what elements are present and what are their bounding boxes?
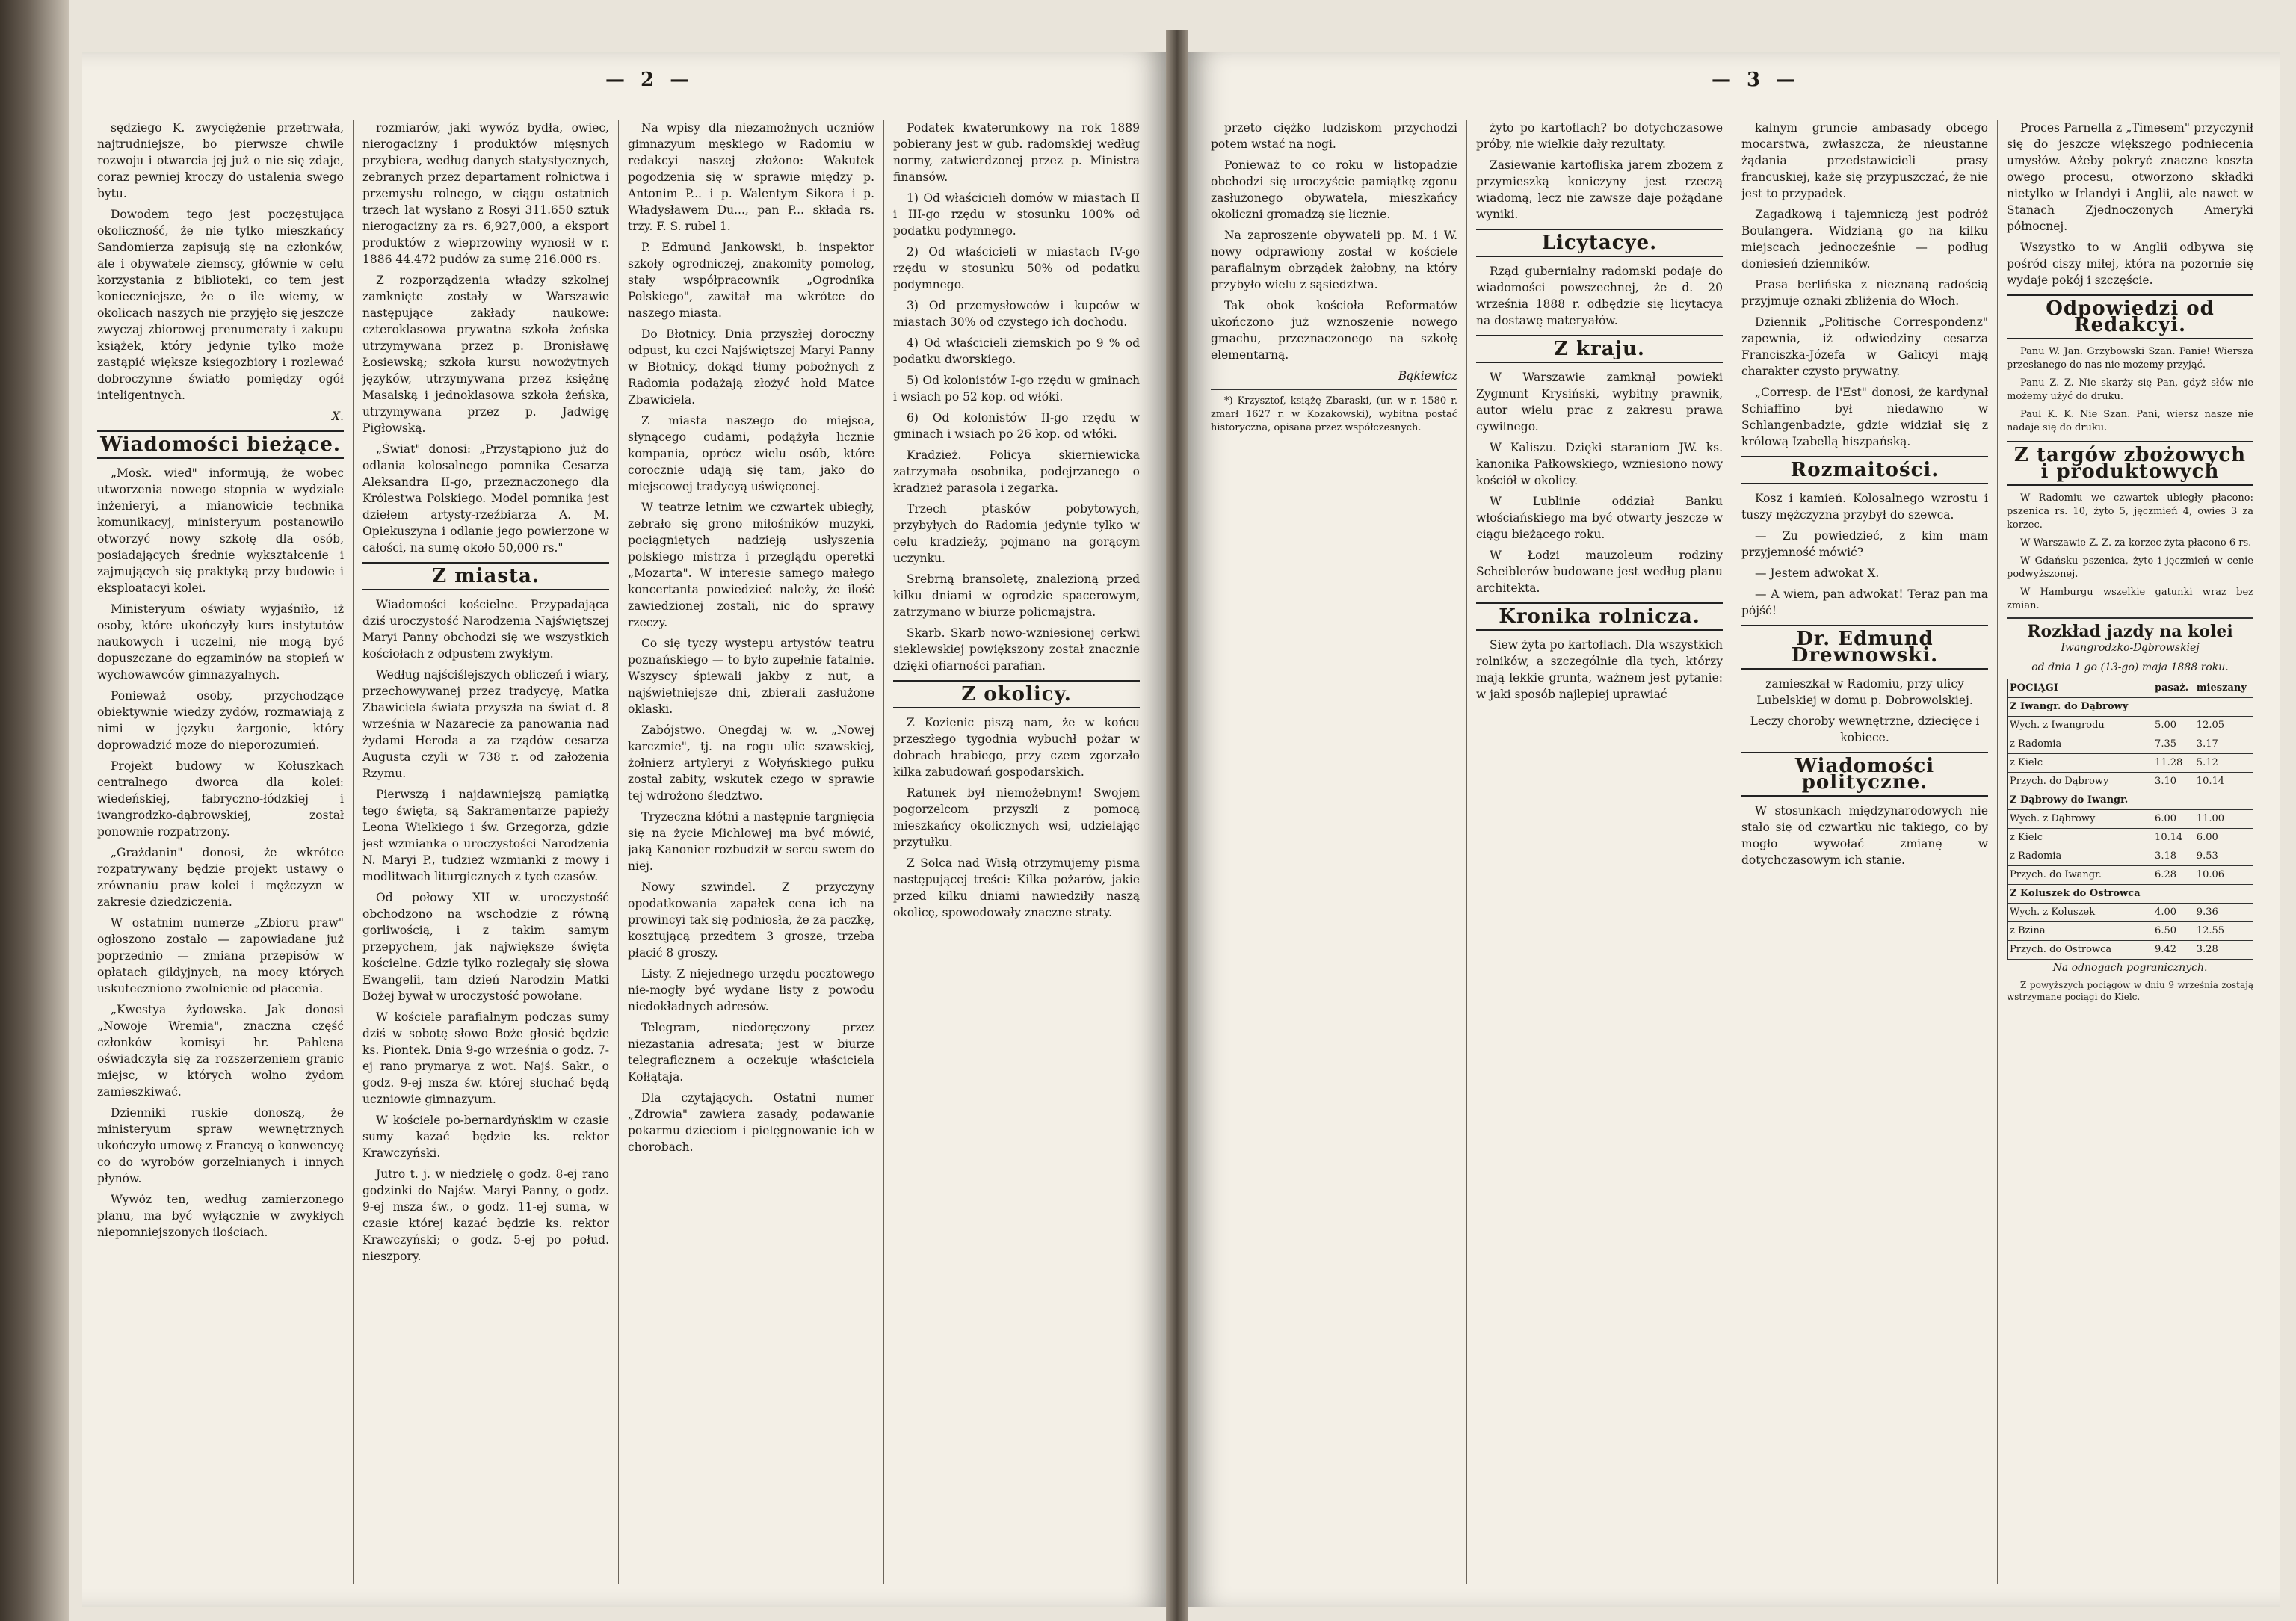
paragraph: Od połowy XII w. uroczystość obchodzono na wschodzie z równą gorliwością, i z takim samym przepychem, jak największe święta kościelne. Gdzie tylko rozlegały się słowa Ewangelii, tam dzień Narodzin Matki Bożej bywał w uroczystość powołane. [362,891,609,1003]
paragraph: Jutro t. j. w niedzielę o godz. 8-ej rano godzinki do Najśw. Maryi Panny, o godz. 9-ej msza św., o godz. 11-ej suma, w czasie której kazać będzie ks. rektor Krawczyński; o godz. 5-ej po połud. nieszpory. [362,1167,609,1263]
column [1476,120,1723,1584]
paragraph: Dzienniki ruskie donoszą, że ministeryum spraw wewnętrznych ukończyło umowę z Francyą o konwencyę co do wyrobów gorzelnianych i innych płynów. [97,1106,344,1185]
timetable-cell: 12.05 [2194,717,2253,735]
timetable-row [2008,791,2253,810]
timetable-cell: Wych. z Koluszek [2008,904,2152,922]
timetable-row [2008,866,2253,885]
timetable-cell: 5.12 [2194,754,2253,773]
column-divider [353,120,354,1584]
paragraph: Ministeryum oświaty wyjaśniło, iż osoby, które ukończyły kurs instytutów naukowych i uczelni, nie mogą być dopuszczane do egzaminów na stopień w wychowawców gimnazyalnych. [97,602,344,682]
column [362,120,609,1584]
paragraph: Trzech ptasków pobytowych, przybyłych do Radomia jedynie tylko w celu kradzieży, pojmano na gorącym uczynku. [893,502,1140,565]
paragraph: Według najściślejszych obliczeń i wiary, przechowywanej przez tradycyę, Matka Zbawiciela świata przyszła na świat d. 8 września w Nazarecie za panowania nad żydami Heroda a za rządów cesarza Augusta czyli w 738 r. od założenia Rzymu. [362,668,609,780]
section-heading: Odpowiedzi od Redakcyi. [2007,294,2253,339]
advertisement-heading: Dr. Edmund Drewnowski. [1741,625,1988,670]
paragraph: sędziego K. zwyciężenie przetrwała, najtrudniejsze, bo pierwsze chwile rozwoju i otwarcia jej już o nie się zdaje, coraz pewniej kroczy do ustalenia swego bytu. [97,121,344,200]
paragraph: żyto po kartoflach? bo dotychczasowe próby, nie wielkie dały rezultaty. [1476,121,1723,151]
paragraph: — Jestem adwokat X. [1755,566,1880,580]
timetable-row [2008,717,2253,735]
section-heading: Z miasta. [362,562,609,590]
timetable-cell: 6.28 [2152,866,2194,885]
timetable-cell: z Kielc [2008,754,2152,773]
paragraph: Proces Parnella z „Timesem" przyczynił się do jeszcze większego podniecenia umysłów. Ażeby pokryć znaczne koszta owego procesu, otworzono składki nietylko w Irlandyi i Anglii, ale nawet w Stanach Zjednoczonych Ameryki północnej. [2007,121,2253,233]
right-page [1188,52,2280,1607]
timetable-cell: 6.00 [2152,810,2194,829]
timetable-cell: 10.14 [2194,773,2253,791]
timetable-cell: 4.00 [2152,904,2194,922]
timetable-title: Rozkład jazdy na kolei [2027,622,2233,641]
timetable-cell [2152,698,2194,717]
paragraph: — Zu powiedzieć, z kim mam przyjemność mówić? [1741,529,1988,559]
page-number: — 3 — [1712,69,1800,91]
timetable-cell: 5.00 [2152,717,2194,735]
timetable-cell: 11.28 [2152,754,2194,773]
timetable-cell: 7.35 [2152,735,2194,754]
paragraph: Tryzeczna kłótni a następnie targnięcia się na życie Michlowej ma być mówić, jaką Kanonier rozbudził w sercu swem do niej. [628,810,874,873]
paragraph: Co się tyczy wystepu artystów teatru poznańskiego — to było zupełnie fatalnie. Wszyscy śpiewali jakby z nut, a najświetniejsze dni, zbierali zasłużone oklaski. [628,637,874,716]
section-heading: Wiadomości polityczne. [1741,752,1988,797]
page-number: — 2 — [605,69,694,91]
paragraph: Nowy szwindel. Z przyczyny opodatkowania zapałek cena ich na prowincyi tak się podniosła, że za paczkę, kosztującą przedtem 3 grosze, trzeba płacić 8 groszy. [628,880,874,960]
paragraph: Panu W. Jan. Grzybowski Szan. Panie! Wiersza przesłanego do nas nie możemy przyjąć. [2007,346,2253,371]
section-heading: Kronika rolnicza. [1476,602,1723,631]
paragraph: W Gdańsku pszenica, żyto i jęczmień w cenie podwyższonej. [2007,555,2253,580]
timetable-header-cell: POCIĄGI [2008,679,2152,698]
timetable-cell: 6.50 [2152,922,2194,941]
timetable-cell: Przych. do Dąbrowy [2008,773,2152,791]
column [893,120,1140,1584]
timetable-header-cell: mieszany [2194,679,2253,698]
paragraph: Listy. Z niejednego urzędu pocztowego nie-mogły być wydane listy z powodu niedokładnych adresów. [628,967,874,1013]
section-heading: Z targów zbożowych i produktowych [2007,441,2253,486]
paragraph: W Warszawie Z. Z. za korzec żyta płacono 6 rs. [2020,537,2252,549]
timetable-row [2008,829,2253,847]
paragraph: 2) Od właścicieli w miastach IV-go rzędu w stosunku 50% od podatku podymnego. [893,245,1140,291]
paragraph: 5) Od kolonistów I-go rzędu w gminach i wsiach po 52 kop. od włóki. [893,374,1140,404]
paragraph: P. Edmund Jankowski, b. inspektor szkoły ogrodniczej, znakomity pomolog, stały współpracownik „Ogrodnika Polskiego", zawitał ma wkrótce do naszego miasta. [628,241,874,320]
column-divider [618,120,619,1584]
paragraph: Z Kozienic piszą nam, że w końcu przeszłego tygodnia wybuchł pożar w dobrach hrabiego, przy czem zgorzało kilka zabudowań gospodarskich. [893,716,1140,779]
timetable-cell: Przych. do Ostrowca [2008,941,2152,960]
paragraph: Telegram, niedoręczony przez niezastania adresata; jest w biurze telegraficznem a oczekuje właściciela Kołłątaja. [628,1021,874,1084]
column [1211,120,1457,1584]
paragraph: Kosz i kamień. Kolosalnego wzrostu i tuszy mężczyzna przybył do szewca. [1741,492,1988,522]
footnote: *) Krzysztof, książę Zbaraski, (ur. w r. 1580 r. zmarł 1627 r. w Kozakowski), wybitna postać historyczna, opisana przez współczesnych. [1211,395,1457,433]
timetable-cell: 3.18 [2152,847,2194,866]
timetable-cell: 9.36 [2194,904,2253,922]
column-divider [1997,120,1998,1584]
timetable-row [2008,735,2253,754]
paragraph: Paul K. K. Nie Szan. Pani, wiersz nasze nie nadaje się do druku. [2007,409,2253,433]
paragraph: Do Błotnicy. Dnia przyszłej doroczny odpust, ku czci Najświętszej Maryi Panny w Błotnicy, dokąd tłumy pobożnych z Radomia podążają złożyć hołd Matce Zbawiciela. [628,327,874,407]
paragraph: Kradzież. Policya skierniewicka zatrzymała osobnika, podejrzanego o kradzież parasola i zegarka. [893,448,1140,495]
paragraph: Wszystko to w Anglii odbywa się pośród ciszy miłej, która na pozornie się wydaje pokój i szczęście. [2007,241,2253,287]
paragraph: rozmiarów, jaki wywóz bydła, owiec, nierogacizny i produktów mięsnych przybiera, według danych statystycznych, zebranych przez departament rolnictwa i przemysłu rolnego, w ciągu ostatnich trzech lat wysłano z Rosyi 311.650 sztuk nierogacizny za rs. 6,927,000, a eksport produktów z wieprzowiny wynosił w r. 1886 44.472 pudów za sumę 216.000 rs. [362,121,609,266]
paragraph: Projekt budowy w Kołuszkach centralnego dworca dla kolei: wiedeńskiej, fabryczno-łódzkiej i iwangrodzko-dąbrowskiej, został ponownie rozpatrzony. [97,759,344,839]
timetable-cell: Z Dąbrowy do Iwangr. [2008,791,2152,810]
paragraph: Zagadkową i tajemniczą jest podróż Boulangera. Widzianą go na kilku miejscach jednocześnie — podług doniesień dzienników. [1741,208,1988,271]
paragraph: 6) Od kolonistów II-go rzędu w gminach i wsiach po 26 kop. od włóki. [893,411,1140,441]
paragraph: Zabójstwo. Onegdaj w. w. „Nowej karczmie", tj. na rogu ulic szawskiej, żołnierz artyleryi z Wołyńskiego pułku został zabity, wskutek czego w sprawie tej wdrożono śledztwo. [628,723,874,803]
timetable-cell: Z Koluszek do Ostrowca [2008,885,2152,904]
paragraph: Pierwszą i najdawniejszą pamiątką tego święta, są Sakramentarze papieży Leona Wielkiego i św. Grzegorza, gdzie jest wzmianka o uroczystości Narodzenia N. Maryi P., tudzież wzmianki z mowy i modlitwach liturgicznych z tych czasów. [362,788,609,883]
timetable-cell: 3.10 [2152,773,2194,791]
paragraph: W Hamburgu wszelkie gatunki wraz bez zmian. [2007,587,2253,611]
timetable-header-cell: pasaż. [2152,679,2194,698]
column-divider [883,120,884,1584]
left-page [82,52,1166,1607]
paragraph: Zasiewanie kartofliska jarem zbożem z przymieszką koniczyny jest rzeczą wiadomą, lecz nie zawsze daje pożądane wyniki. [1476,158,1723,221]
timetable-cell: 11.00 [2194,810,2253,829]
paragraph: Wiadomości kościelne. Przypadająca dziś uroczystość Narodzenia Najświętszej Maryi Panny obchodzi się we wszystkich kościołach z odpustem zwykłym. [362,598,609,661]
paragraph: 1) Od właścicieli domów w miastach II i III-go rzędu w stosunku 100% od podatku podymnego. [893,191,1140,238]
timetable-cell [2194,698,2253,717]
signature: X. [332,410,344,423]
paragraph: 4) Od właścicieli ziemskich po 9 % od podatku dworskiego. [893,336,1140,366]
paragraph: Na zaproszenie obywateli pp. M. i W. nowy odprawiony został w kościele parafialnym obrządek żałobny, na który przybyło wielu z sąsiedztwa. [1211,229,1457,291]
timetable-cell: Wych. z Iwangrodu [2008,717,2152,735]
paragraph: Z miasta naszego do miejsca, słynącego cudami, podążyła licznie kompania, oprócz wielu osób, które corocznie udają się tam, jako do miejscowej tradycyą uświęconej. [628,414,874,493]
paragraph: Siew żyta po kartoflach. Dla wszystkich rolników, a szczególnie dla tych, którzy mają lekkie grunta, ważnem jest pytanie: w jaki sposób najlepiej uprawiać [1476,638,1723,701]
paragraph: 3) Od przemysłowców i kupców w miastach 30% od czystego ich dochodu. [893,299,1140,329]
paragraph: Srebrną bransoletę, znalezioną przed kilku dniami w ogrodzie spacerowym, zatrzymano w biurze policmajstra. [893,572,1140,619]
paragraph: „Corresp. de l'Est" donosi, że kardynał Schiaffino był niedawno w Schlangenbadzie, gdzie widział się z królową Izabellą hiszpańską. [1741,386,1988,448]
paragraph: Na wpisy dla niezamożnych uczniów gimnazyum męskiego w Radomiu w redakcyi naszej złożono: Wakutek pogodzenia się w sprawie między p. Antonim P... i p. Walentym Sikora i p. Władysławem Du..., pan P... składa rs. trzy. F. S. rubel 1. [628,121,874,233]
timetable [2007,679,2253,960]
paragraph: Podatek kwaterunkowy na rok 1889 pobierany jest w gub. radomskiej według normy, zatwierdzonej przez p. Ministra finansów. [893,121,1140,184]
section-heading: Licytacye. [1476,229,1723,257]
book-binding [0,0,69,1621]
timetable-cell: 12.55 [2194,922,2253,941]
divider [2007,617,2253,619]
paragraph: W kościele parafialnym podczas sumy dziś w sobotę słowo Boże głosić będzie ks. Piontek. Dnia 9-go września o godz. 7-ej rano prymarya z wot. Najś. Sakr., o godz. 9-ej msza św. której słuchać będą uczniowie gimnazyum. [362,1010,609,1106]
paragraph: — A wiem, pan adwokat! Teraz pan ma pójść! [1741,587,1988,617]
paragraph: Ponieważ osoby, przychodzące obiektywnie wiedzy żydów, rozmawiają z nimi w języku żargonie, który doprowadzić może do nieporozumień. [97,689,344,752]
timetable-row [2008,810,2253,829]
timetable-cell [2194,885,2253,904]
timetable-date: od dnia 1 go (13-go) maja 1888 roku. [2031,661,2229,673]
paragraph: Prasa berlińska z nieznaną radością przyjmuje oznaki zbliżenia do Włoch. [1741,278,1988,308]
timetable-cell: z Kielc [2008,829,2152,847]
timetable-cell [2152,791,2194,810]
paragraph: „Kwestya żydowska. Jak donosi „Nowoje Wremia", znaczna część członków komisyi hr. Pahlena oświadczyła się za rozszerzeniem granic miejsc, w których wolno żydom zamieszkiwać. [97,1003,344,1099]
paragraph: Leczy choroby wewnętrzne, dziecięce i kobiece. [1750,714,1980,744]
timetable-row [2008,922,2253,941]
paragraph: Dowodem tego jest poczęstująca okoliczność, że nie tylko mieszkańcy Sandomierza zapisują się na członków, ale i obywatele ziemscy, głównie w celu korzystania z biblioteki, co tem jest konieczniejsze, że o ile wiemy, w okolicach naszych nie przyjęło się jeszcze zwyczaj zbiorowej prenumeraty i zakupu książek, który jedynie tylko może zastąpić większe księgozbiory i rozlewać dobroczynne światło pomiędzy ogół inteligentnych. [97,208,344,402]
column-divider [1466,120,1467,1584]
paragraph: W teatrze letnim we czwartek ubiegły, zebrało się grono miłośników muzyki, pociągniętych nadzieją usłyszenia polskiego mistrza i przeglądu operetki „Mozarta". W interesie samego małego koncertanta powiedzieć należy, że ilość zawiedzionej zostali, nic do sprawy rzeczy. [628,501,874,629]
column [2007,120,2253,1584]
column [1741,120,1988,1584]
timetable-cell [2152,885,2194,904]
paragraph: Dziennik „Politische Correspondenz" zapewnia, iż odwiedziny cesarza Franciszka-Józefa w Galicyi mają charakter czysto prywatny. [1741,315,1988,378]
timetable-cell: Wych. z Dąbrowy [2008,810,2152,829]
column [628,120,874,1584]
timetable-subtitle: Iwangrodzko-Dąbrowskiej [2061,642,2200,654]
timetable-row [2008,698,2253,717]
paragraph: Skarb. Skarb nowo-wzniesionej cerkwi sieklewskiej powiększony został znacznie dzięki ofiarności parafian. [893,626,1140,673]
column [97,120,344,1584]
paragraph: W stosunkach międzynarodowych nie stało się od czwartku nic takiego, co by mogło wywołać zmianę w dotychczasowym ich stanie. [1741,804,1988,867]
paragraph: Ratunek był niemożebnym! Swojem pogorzelcom przyszli z pomocą mieszkańcy okolicznych wsi, udzielając przytułku. [893,786,1140,849]
paragraph: Rząd gubernialny radomski podaje do wiadomości powszechnej, że d. 20 września 1888 r. odbędzie się licytacya na dostawę materyałów. [1476,265,1723,327]
timetable-cell [2194,791,2253,810]
paragraph: W Łodzi mauzoleum rodziny Scheiblerów budowane jest według planu architekta. [1476,549,1723,595]
paragraph: „Świat" donosi: „Przystąpiono już do odlania kolosalnego pomnika Cesarza Aleksandra II-go, przeznaczonego dla Królestwa Polskiego. Model pomnika jest dziełem artysty-rzeźbiarza A. M. Opiekuszyna i odlanie jego powierzone w całości, na sumę około 50,000 rs." [362,442,609,555]
timetable-cell: 10.06 [2194,866,2253,885]
paragraph: W Kaliszu. Dzięki staraniom JW. ks. kanonika Pałkowskiego, wzniesiono nowy kościół w okolicy. [1476,441,1723,487]
timetable-footnote: Z powyższych pociągów w dniu 9 września zostają wstrzymane pociągi do Kielc. [2007,980,2253,1002]
paragraph: Ponieważ to co roku w listopadzie obchodzi się uroczyście pamiątkę zgonu zasłużonego obywatela, mieszkańcy okoliczni gromadzą się licznie. [1211,158,1457,221]
timetable-row [2008,773,2253,791]
paragraph: Wywóz ten, według zamierzonego planu, ma być wyłącznie w zwykłych niepomniejszonych ilościach. [97,1193,344,1239]
section-heading: Z kraju. [1476,335,1723,363]
timetable-row [2008,754,2253,773]
paragraph: Panu Z. Z. Nie skarży się Pan, gdyż słów nie możemy użyć do druku. [2007,377,2253,402]
timetable-note: Na odnogach pogranicznych. [2052,962,2208,974]
timetable-cell: 10.14 [2152,829,2194,847]
timetable-cell: 3.17 [2194,735,2253,754]
paragraph: „Grażdanin" donosi, że wkrótce rozpatrywany będzie projekt ustawy o zrównaniu praw kolei i mężczyzn w zakresie dziedziczenia. [97,846,344,909]
paragraph: „Mosk. wied" informują, że wobec utworzenia nowego stopnia w wydziale inżenieryi, a mianowicie technika komunikacyj, ministeryum postanowiło otworzyć nowy szkołę dla osób, posiadających średnie wykształcenie i zajmujących się praktyką przy budowie i eksploatacyi kolei. [97,466,344,595]
paragraph: W Lublinie oddział Banku włościańskiego ma być otwarty jeszcze w ciągu bieżącego roku. [1476,495,1723,541]
timetable-row [2008,941,2253,960]
paragraph: zamieszkał w Radomiu, przy ulicy Lubelskiej w domu p. Dobrowolskiej. [1756,677,1973,707]
section-heading: Wiadomości bieżące. [97,430,344,459]
timetable-cell: 9.42 [2152,941,2194,960]
signature: Bąkiewicz [1398,369,1457,383]
timetable-row [2008,904,2253,922]
timetable-row [2008,885,2253,904]
paragraph: kalnym gruncie ambasady obcego mocarstwa, zwłaszcza, że nieustanne żądania przedstawicieli prasy francuskiej, każe się przypuszczać, że nie jest to przypadek. [1741,121,1988,200]
paragraph: Z Solca nad Wisłą otrzymujemy pisma następującej treści: Kilka pożarów, jakie przed kilku dniami nawiedziły naszą okolicę, spowodowały znaczne straty. [893,856,1140,919]
paragraph: Tak obok kościoła Reformatów ukończono już wznoszenie nowego gmachu, przeznaczonego na szkołę elementarną. [1211,299,1457,362]
timetable-cell: z Radomia [2008,847,2152,866]
paragraph: przeto ciężko ludziskom przychodzi potem wstać na nogi. [1211,121,1457,151]
timetable-cell: Z Iwangr. do Dąbrowy [2008,698,2152,717]
timetable-row [2008,847,2253,866]
timetable-cell: 3.28 [2194,941,2253,960]
timetable-cell: 6.00 [2194,829,2253,847]
section-heading: Rozmaitości. [1741,456,1988,484]
timetable-cell: 9.53 [2194,847,2253,866]
book-gutter [1166,30,1188,1621]
timetable-cell: Przych. do Iwangr. [2008,866,2152,885]
paragraph: Z rozporządzenia władzy szkolnej zamknięte zostały w Warszawie następujące zakłady naukowe: czteroklasowa prywatna szkoła żeńska utrzymywana przez p. Bronisławę Łosiewską; szkoła kursu nowożytnych języków, utrzymywana przez księżnę Masalską i jednoklasowa szkoła żeńska, utrzymywana przez p. Jadwigę Pigłowską. [362,274,609,435]
section-heading: Z okolicy. [893,680,1140,708]
paragraph: W Warszawie zamknął powieki Zygmunt Krysiński, wybitny prawnik, autor wielu prac z zakresu prawa cywilnego. [1476,371,1723,433]
paragraph: W ostatnim numerze „Zbioru praw" ogłoszono zostało — zapowiadane już poprzednio — zmiana przepisów w opłatach gildyjnych, na mocy których uskuteczniono zwolnienie od płacenia. [97,916,344,995]
timetable-cell: z Bzina [2008,922,2152,941]
paragraph: Dla czytających. Ostatni numer „Zdrowia" zawiera zasady, podawanie pokarmu dzieciom i pielęgnowanie ich w chorobach. [628,1091,874,1154]
paragraph: W kościele po-bernardyńskim w czasie sumy kazać będzie ks. rektor Krawczyński. [362,1114,609,1160]
divider [1211,389,1457,390]
paragraph: W Radomiu we czwartek ubiegły płacono: pszenica rs. 10, żyto 5, jęczmień 4, owies 3 za korzec. [2007,493,2253,531]
timetable-cell: z Radomia [2008,735,2152,754]
